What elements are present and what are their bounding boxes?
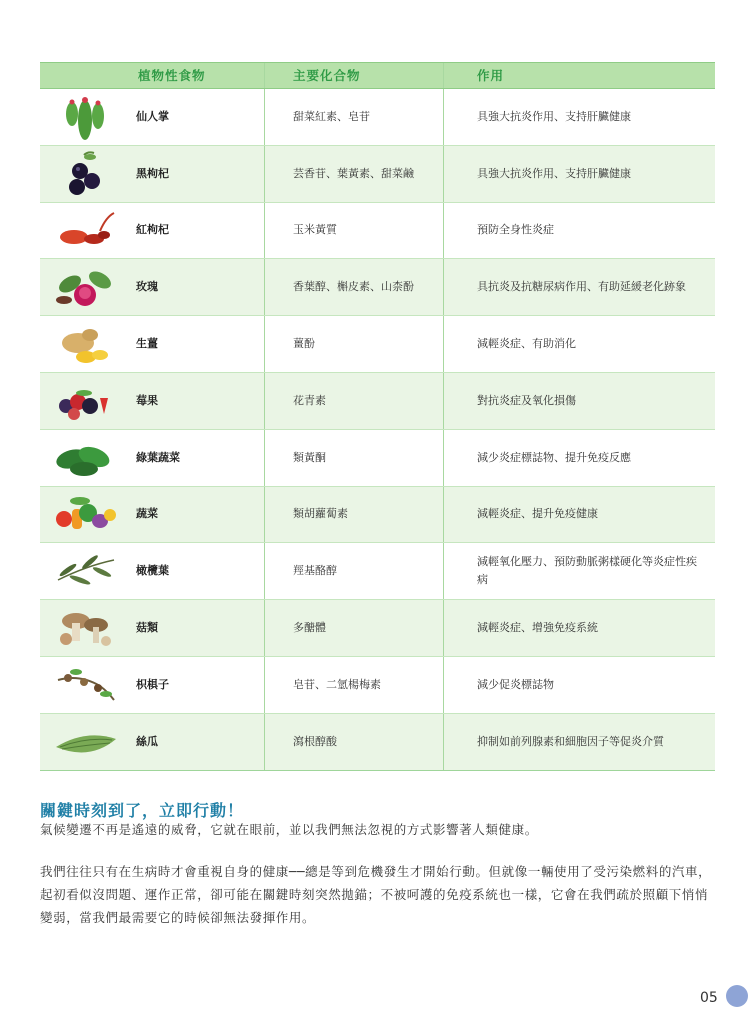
table-row	[40, 202, 715, 259]
effect-cell: 對抗炎症及氧化損傷	[443, 373, 715, 429]
table-row	[40, 713, 715, 770]
food-cell	[40, 543, 264, 599]
food-cell	[40, 203, 264, 259]
cactus-icon	[50, 92, 120, 142]
compound-cell: 香葉醇、槲皮素、山柰酚	[264, 259, 443, 315]
effect-cell: 減少炎症標誌物、提升免疫反應	[443, 430, 715, 486]
effect-cell: 具抗炎及抗糖尿病作用、有助延緩老化跡象	[443, 259, 715, 315]
table-row	[40, 372, 715, 429]
food-name: 橄欖葉	[136, 564, 169, 578]
table-row	[40, 89, 715, 145]
table-row	[40, 258, 715, 315]
food-cell	[40, 487, 264, 543]
table-row	[40, 429, 715, 486]
page-number: 05	[700, 990, 718, 1006]
effect-cell: 抑制如前列腺素和細胞因子等促炎介質	[443, 714, 715, 770]
table-row	[40, 656, 715, 713]
paragraph-2: 我們往往只有在生病時才會重視自身的健康──總是等到危機發生才開始行動。但就像一輛使用了受污染燃料的汽車，起初看似沒問題、運作正常，卻可能在關鍵時刻突然拋錨；不被呵護的免疫系統也一樣，它會在我們疏於照顧下悄悄變弱，當我們最需要它的時候卻無法發揮作用。	[40, 864, 712, 925]
compound-cell: 甜菜紅素、皂苷	[264, 89, 443, 145]
food-name: 玫瑰	[136, 280, 158, 294]
effect-cell: 具強大抗炎作用、支持肝臟健康	[443, 89, 715, 145]
compound-cell: 羥基酪醇	[264, 543, 443, 599]
table-row	[40, 599, 715, 656]
food-cell	[40, 600, 264, 656]
table-row	[40, 542, 715, 599]
food-name: 枳椇子	[136, 677, 169, 691]
food-cell	[40, 714, 264, 770]
table-row	[40, 145, 715, 202]
food-cell	[40, 259, 264, 315]
food-cell	[40, 146, 264, 202]
effect-cell: 減輕炎症、增強免疫系統	[443, 600, 715, 656]
food-cell	[40, 430, 264, 486]
food-cell	[40, 89, 264, 145]
compound-cell: 多醣體	[264, 600, 443, 656]
effect-cell: 預防全身性炎症	[443, 203, 715, 259]
food-cell	[40, 657, 264, 713]
berries-icon	[50, 376, 120, 426]
red-goji-icon	[50, 205, 120, 255]
black-goji-icon	[50, 149, 120, 199]
ginger-icon	[50, 319, 120, 369]
section-heading: 關鍵時刻到了，立即行動！	[40, 801, 245, 820]
effect-cell: 減輕炎症、有助消化	[443, 316, 715, 372]
vegetables-icon	[50, 489, 120, 539]
compound-cell: 類胡蘿蔔素	[264, 487, 443, 543]
effect-cell: 具強大抗炎作用、支持肝臟健康	[443, 146, 715, 202]
food-name: 蔬菜	[136, 507, 158, 521]
table-header	[40, 62, 715, 89]
food-name: 菇類	[136, 621, 158, 635]
effect-cell: 減少促炎標誌物	[443, 657, 715, 713]
olive-leaf-icon	[50, 546, 120, 596]
paragraph-1: 氣候變遷不再是遙遠的威脅，它就在眼前，並以我們無法忽視的方式影響著人類健康。	[40, 822, 538, 837]
header-effect: 作用	[443, 63, 715, 88]
table-row	[40, 486, 715, 543]
header-compound: 主要化合物	[264, 63, 443, 88]
page-dot-icon	[726, 985, 748, 1007]
food-cell	[40, 316, 264, 372]
food-name: 綠葉蔬菜	[136, 450, 180, 464]
raisin-tree-icon	[50, 660, 120, 710]
effect-cell: 減輕炎症、提升免疫健康	[443, 487, 715, 543]
rose-icon	[50, 262, 120, 312]
compound-cell: 玉米黃質	[264, 203, 443, 259]
food-name: 仙人掌	[136, 109, 169, 123]
mushroom-icon	[50, 603, 120, 653]
compound-cell: 類黃酮	[264, 430, 443, 486]
compound-cell: 薑酚	[264, 316, 443, 372]
food-name: 生薑	[136, 337, 158, 351]
food-name: 莓果	[136, 393, 158, 407]
effect-cell: 減輕氧化壓力、預防動脈粥樣硬化等炎症性疾病	[443, 543, 715, 599]
leafy-greens-icon	[50, 433, 120, 483]
compound-cell: 芸香苷、葉黃素、甜菜鹼	[264, 146, 443, 202]
food-cell	[40, 373, 264, 429]
food-name: 紅枸杞	[136, 223, 169, 237]
header-food: 植物性食物	[138, 68, 206, 83]
compound-cell: 皂苷、二氫楊梅素	[264, 657, 443, 713]
food-name: 絲瓜	[136, 734, 158, 748]
food-compound-table	[40, 62, 715, 771]
loofah-icon	[50, 717, 120, 767]
table-row	[40, 315, 715, 372]
compound-cell: 瀉根醇酸	[264, 714, 443, 770]
food-name: 黑枸杞	[136, 166, 169, 180]
table-body	[40, 89, 715, 770]
compound-cell: 花青素	[264, 373, 443, 429]
